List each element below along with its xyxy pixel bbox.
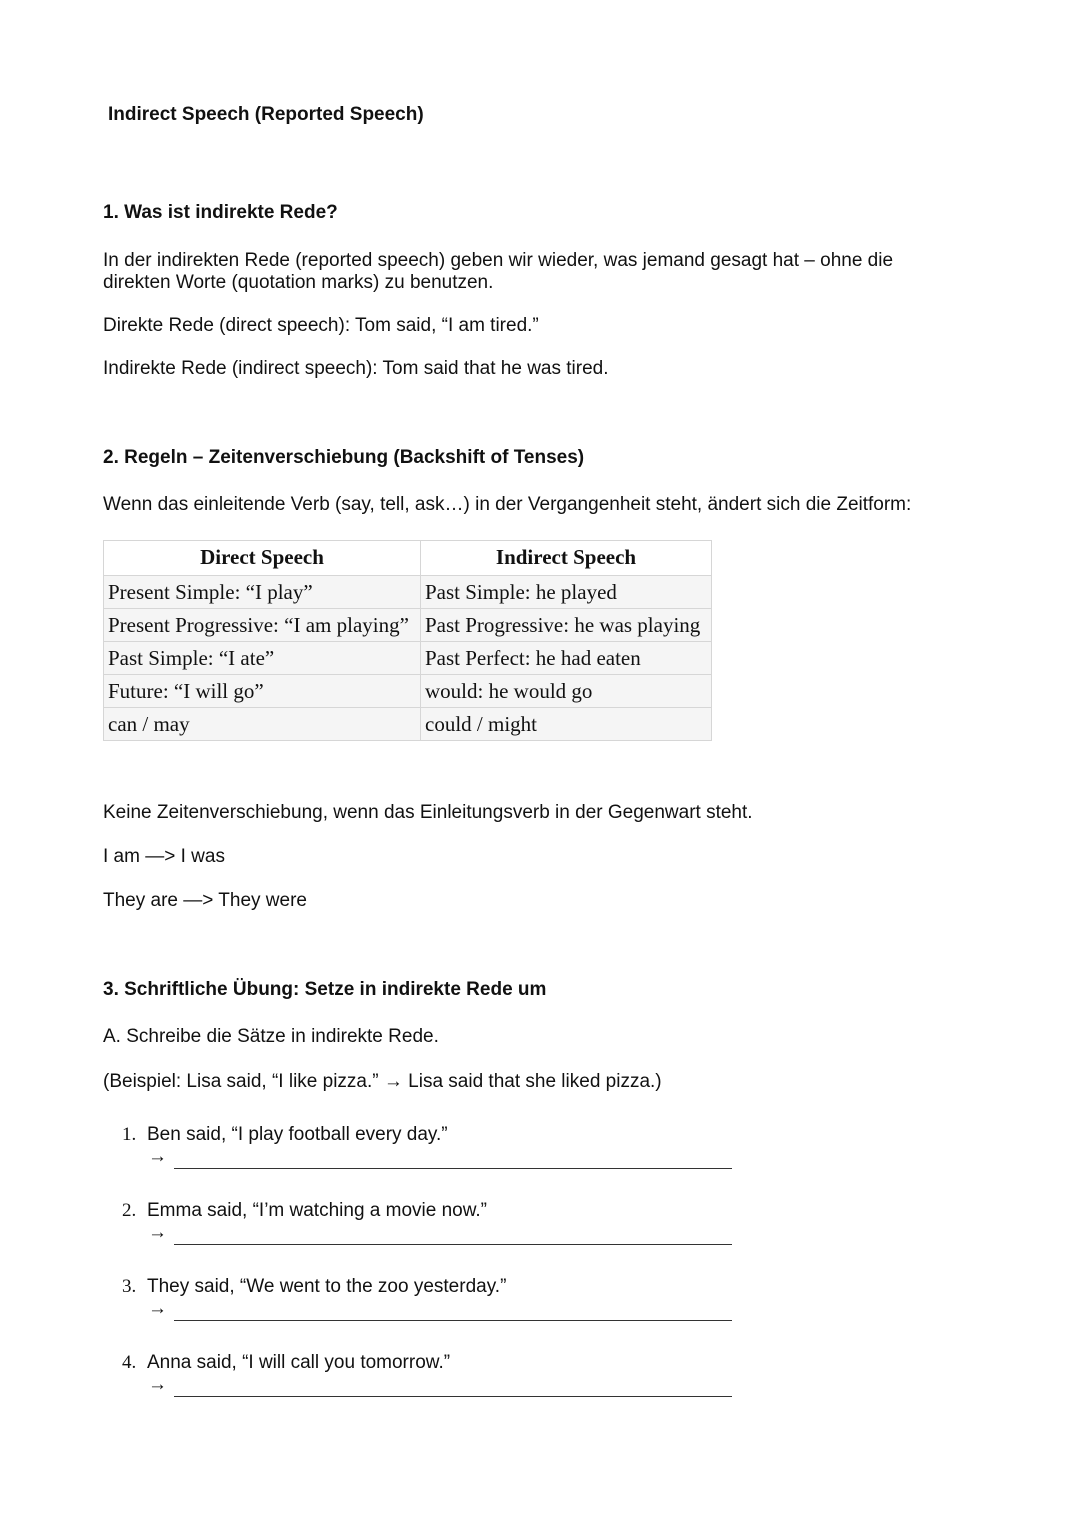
exercise-number: 3.	[122, 1276, 137, 1297]
section-1-heading: 1. Was ist indirekte Rede?	[103, 202, 338, 223]
page-title: Indirect Speech (Reported Speech)	[108, 104, 424, 125]
table-cell: Past Simple: “I ate”	[104, 642, 421, 675]
section-3-heading: 3. Schriftliche Übung: Setze in indirekte Rede um	[103, 979, 547, 1000]
exercise-item	[122, 1200, 488, 1243]
table-cell: Future: “I will go”	[104, 675, 421, 708]
backshift-example-2: They are —> They were	[103, 890, 307, 911]
table-cell: Past Perfect: he had eaten	[421, 642, 712, 675]
table-row	[104, 642, 712, 675]
exercise-sentence: Emma said, “I’m watching a movie now.”	[147, 1200, 488, 1221]
table-cell: would: he would go	[421, 675, 712, 708]
answer-line[interactable]	[174, 1244, 732, 1245]
column-header: Indirect Speech	[421, 541, 712, 576]
exercise-item	[122, 1352, 451, 1395]
table-cell: Present Progressive: “I am playing”	[104, 609, 421, 642]
answer-line[interactable]	[174, 1320, 732, 1321]
exercise-number: 4.	[122, 1352, 137, 1373]
table-cell: can / may	[104, 708, 421, 741]
section-1-intro: In der indirekten Rede (reported speech) geben wir wieder, was jemand gesagt hat – ohne die direkten Worte (quotation marks) zu benutzen.	[103, 250, 894, 293]
exercise-item	[122, 1276, 507, 1319]
exercise-sentence: Ben said, “I play football every day.”	[147, 1124, 448, 1145]
arrow-icon: →	[148, 1146, 167, 1167]
arrow-icon: →	[148, 1374, 167, 1395]
arrow-icon: →	[148, 1222, 167, 1243]
table-row	[104, 609, 712, 642]
section-2-intro: Wenn das einleitende Verb (say, tell, ask…) in der Vergangenheit steht, ändert sich die Zeitform:	[103, 494, 912, 515]
table-row	[104, 708, 712, 741]
backshift-table	[103, 540, 712, 741]
exercise-task: A. Schreibe die Sätze in indirekte Rede.	[103, 1026, 439, 1047]
exercise-sentence: They said, “We went to the zoo yesterday.”	[147, 1276, 507, 1297]
table-cell: could / might	[421, 708, 712, 741]
table-row	[104, 576, 712, 609]
table-cell: Present Simple: “I play”	[104, 576, 421, 609]
exercise-example: (Beispiel: Lisa said, “I like pizza.” → Lisa said that she liked pizza.)	[103, 1071, 662, 1092]
direct-speech-example: Direkte Rede (direct speech): Tom said, “I am tired.”	[103, 315, 539, 336]
table-cell: Past Progressive: he was playing	[421, 609, 712, 642]
exercise-item	[122, 1124, 448, 1167]
indirect-speech-example: Indirekte Rede (indirect speech): Tom said that he was tired.	[103, 358, 609, 379]
answer-line[interactable]	[174, 1396, 732, 1397]
exercise-sentence: Anna said, “I will call you tomorrow.”	[147, 1352, 451, 1373]
table-cell: Past Simple: he played	[421, 576, 712, 609]
table-row	[104, 675, 712, 708]
exercise-number: 2.	[122, 1200, 137, 1221]
arrow-icon: →	[148, 1298, 167, 1319]
no-backshift-note: Keine Zeitenverschiebung, wenn das Einleitungsverb in der Gegenwart steht.	[103, 802, 753, 823]
answer-line[interactable]	[174, 1168, 732, 1169]
table-header-row	[104, 541, 712, 576]
column-header: Direct Speech	[104, 541, 421, 576]
backshift-example-1: I am —> I was	[103, 846, 225, 867]
exercise-number: 1.	[122, 1124, 137, 1145]
section-2-heading: 2. Regeln – Zeitenverschiebung (Backshift of Tenses)	[103, 447, 585, 468]
